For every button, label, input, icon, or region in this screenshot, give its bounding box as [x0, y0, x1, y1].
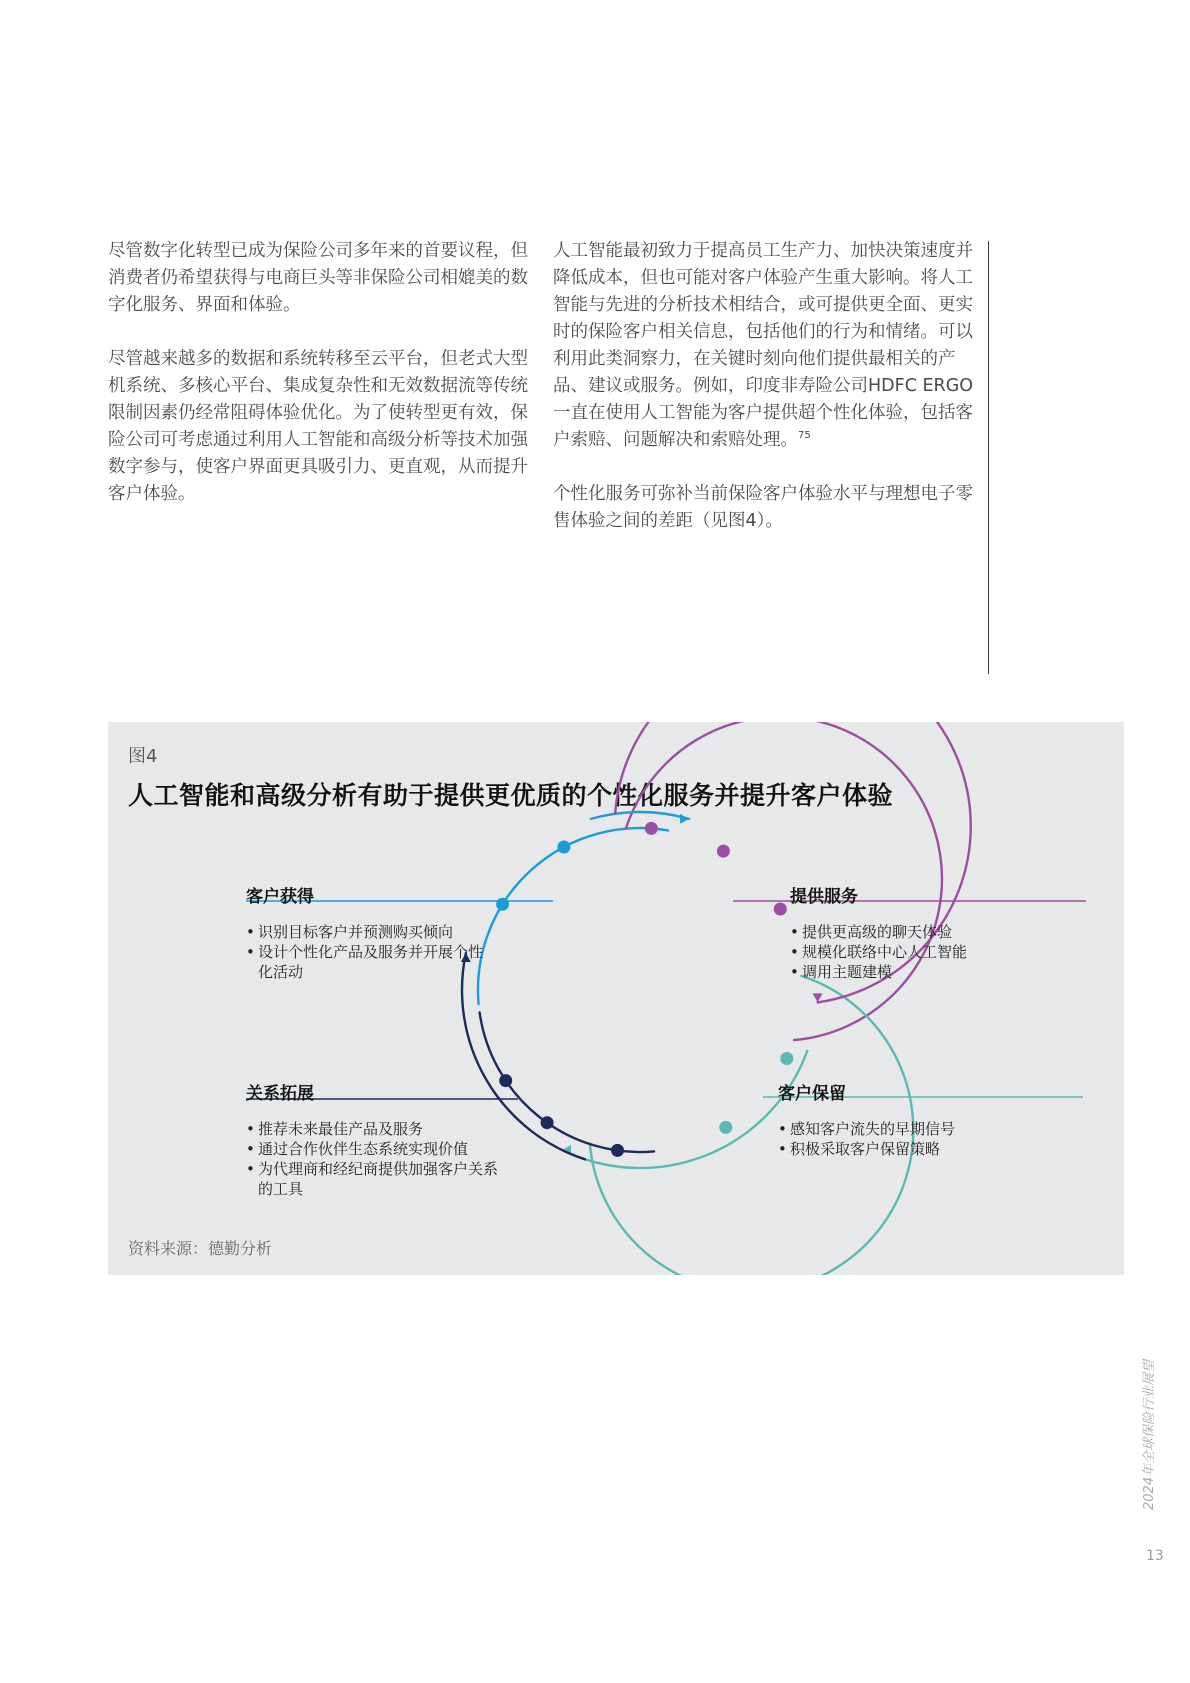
list-item: • 为代理商和经纪商提供加强客户关系的工具: [246, 1159, 506, 1199]
relationship-dot-2: [541, 1116, 554, 1129]
left-text-column: [108, 238, 530, 535]
quadrant-retention: [778, 1079, 1008, 1159]
figure-4: [108, 722, 1124, 1275]
quadrant-relationship: [246, 1079, 506, 1199]
list-item: • 推荐未来最佳产品及服务: [246, 1119, 506, 1139]
figure-source: 资料来源：德勤分析: [128, 1239, 273, 1258]
list-item: • 提供更高级的聊天体验: [790, 922, 1020, 942]
left-paragraph-2: 尽管越来越多的数据和系统转移至云平台，但老式大型机系统、多核心平台、集成复杂性和无效数据流等传统限制因素仍经常阻碍体验优化。为了使转型更有效，保险公司可考虑通过利用人工智能和高级分析等技术加强数字参与，使客户界面更具吸引力、更直观，从而提升客户体验。: [108, 349, 528, 504]
footnote-ref[interactable]: 75: [798, 430, 811, 442]
figure-label: 图4: [128, 746, 158, 767]
quadrant-retention-title: 客户保留: [778, 1084, 846, 1104]
service-dot-1: [645, 822, 658, 835]
list-item: • 规模化联络中心人工智能: [790, 942, 1020, 962]
right-paragraph-1: [553, 238, 975, 454]
acquisition-dot-1: [557, 841, 570, 854]
column-divider: [988, 241, 989, 674]
list-item: • 感知客户流失的早期信号: [778, 1119, 1008, 1139]
quadrant-retention-list: [778, 1119, 1008, 1159]
list-item: • 识别目标客户并预测购买倾向: [246, 922, 491, 942]
list-item: • 调用主题建模: [790, 962, 1020, 982]
relationship-dot-3: [611, 1144, 624, 1157]
right-paragraph-1-text: 人工智能最初致力于提高员工生产力、加快决策速度并降低成本，但也可能对客户体验产生重大影响。将人工智能与先进的分析技术相结合，或可提供更全面、更实时的保险客户相关信息，包括他们的行为和情绪。可以利用此类洞察力，在关键时刻向他们提供最相关的产品、建议或服务。例如，印度非寿险公司HDFC ERGO一直在使用人工智能为客户提供超个性化体验，包括客户索赔、问题解决和索赔处理。: [553, 241, 974, 450]
retention-outer-arc: [562, 1051, 807, 1168]
acquisition-arrow: [680, 814, 689, 824]
figure-title: 人工智能和高级分析有助于提供更优质的个性化服务并提升客户体验: [128, 781, 894, 810]
list-item: • 通过合作伙伴生态系统实现价值: [246, 1139, 506, 1159]
quadrant-acquisition: [246, 882, 491, 982]
quadrant-relationship-title: 关系拓展: [246, 1084, 314, 1104]
list-item: • 设计个性化产品及服务并开展个性化活动: [246, 942, 491, 982]
quadrant-service-list: [790, 922, 1020, 982]
right-text-column: [553, 238, 975, 562]
running-title: 2024年全球保险行业展望: [1142, 1359, 1157, 1510]
right-paragraph-2: 个性化服务可弥补当前保险客户体验水平与理想电子零售体验之间的差距（见图4）。: [553, 484, 973, 531]
quadrant-service-title: 提供服务: [790, 887, 858, 907]
page-number: 13: [1146, 1548, 1164, 1564]
service-dot-3: [774, 903, 787, 916]
retention-dot-2: [719, 1121, 732, 1134]
retention-dot-1: [780, 1052, 793, 1065]
left-paragraph-1: 尽管数字化转型已成为保险公司多年来的首要议程，但消费者仍希望获得与电商巨头等非保险公司相媲美的数字化服务、界面和体验。: [108, 241, 528, 315]
quadrant-service: [790, 882, 1020, 982]
acquisition-arc: [478, 828, 668, 1004]
acquisition-outer-arc: [591, 812, 689, 819]
service-dot-2: [717, 845, 730, 858]
quadrant-relationship-list: [246, 1119, 506, 1199]
acquisition-dot-2: [496, 898, 509, 911]
quadrant-acquisition-title: 客户获得: [246, 887, 314, 907]
list-item: • 积极采取客户保留策略: [778, 1139, 1008, 1159]
quadrant-acquisition-list: [246, 922, 491, 982]
